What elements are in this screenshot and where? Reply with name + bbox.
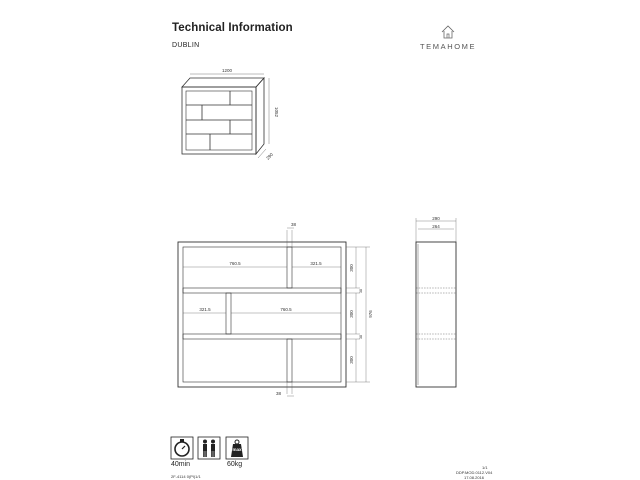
two-people-icon	[198, 437, 220, 459]
iso-depth-label: 290	[265, 151, 275, 161]
page-title: Technical Information	[172, 22, 293, 34]
house-icon	[440, 24, 456, 40]
assembly-time: 40min	[171, 461, 191, 468]
front-divider-top	[287, 247, 292, 288]
iso-height-label: 1052	[274, 106, 279, 118]
height-mid-label: 300	[349, 310, 354, 318]
iso-top-face	[182, 78, 264, 87]
max-load: 60kg	[227, 461, 243, 468]
brand-logo: TEMAHOME	[420, 42, 477, 51]
iso-front-face	[182, 87, 256, 154]
product-name: DUBLIN	[172, 42, 200, 49]
height-top-label: 300	[349, 264, 354, 272]
height-bottom-label: 300	[349, 356, 354, 364]
document-date: 17.08.2016	[464, 475, 485, 480]
side-inner-depth: 264	[432, 224, 440, 229]
width-right-top: 321.5	[310, 261, 322, 266]
front-shelf-1	[183, 288, 341, 293]
front-divider-mid	[226, 293, 231, 334]
bottom-divider-label: 38	[276, 391, 282, 396]
side-frame	[416, 242, 456, 387]
document-code: DDP.MOD.0112.V04	[456, 470, 493, 475]
max-badge-text: max	[232, 447, 242, 452]
total-height-label: 976	[368, 310, 373, 318]
front-view	[170, 220, 385, 405]
front-divider-bottom	[287, 339, 292, 382]
reference-code: 2F-4114 0(Pl)1/1	[171, 474, 201, 479]
front-shelf-2	[183, 334, 341, 339]
shelf-thick-1-label: 38	[359, 289, 363, 293]
shelf-thick-2-label: 38	[359, 335, 363, 339]
side-view	[408, 212, 468, 392]
iso-width-label: 1200	[221, 68, 233, 73]
side-outer-depth: 290	[432, 216, 440, 221]
width-right-mid: 760.5	[280, 307, 292, 312]
width-left-top: 760.5	[229, 261, 241, 266]
top-divider-label: 38	[291, 222, 297, 227]
stopwatch-icon	[171, 437, 193, 459]
page-number: 1/1	[482, 465, 488, 470]
isometric-view	[172, 62, 282, 174]
iso-side-face	[256, 78, 264, 154]
weight-icon	[226, 437, 248, 459]
width-left-mid: 321.5	[199, 307, 211, 312]
